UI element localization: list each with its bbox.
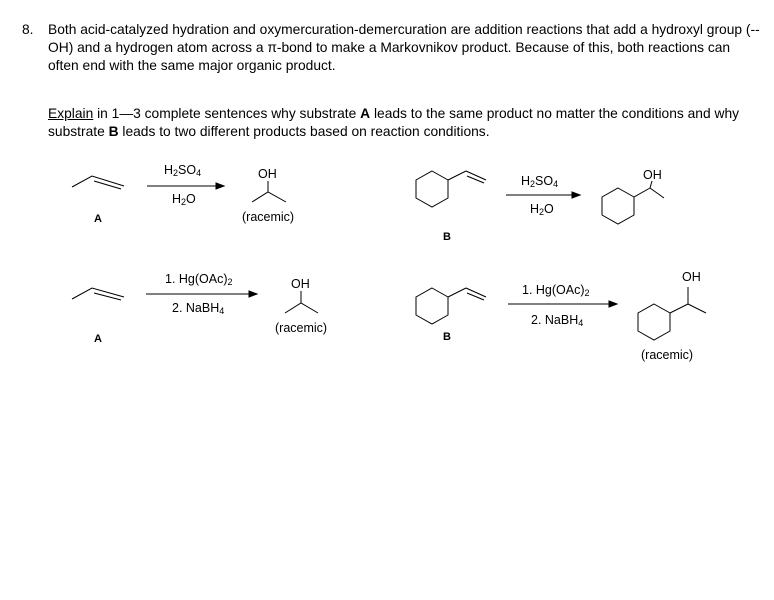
racemic-label-3: (racemic)	[275, 321, 328, 335]
reagent-h2o-b: $H_2O$	[530, 202, 554, 217]
reagent-nabh4-a: 2. NaBH$_4$	[172, 301, 225, 316]
substrate-a-label-top: A	[94, 213, 102, 225]
question-text: Both acid-catalyzed hydration and oxymercuration-demercuration are addition reactions that add a hydroxyl group (--OH) and a hydrogen atom across a π-bond to make a Markovnikov product. Because of this, both reactions can often end with the same major organic product.	[48, 22, 760, 73]
explain-keyword: Explain	[48, 106, 94, 121]
vinylcyclohexane-b-structure-bottom	[416, 288, 486, 324]
substrate-b-label-top: B	[443, 231, 451, 243]
racemic-label-4: (racemic)	[641, 348, 694, 362]
reagent-hg-oac-b: 1. $Hg(OAc)_2$	[522, 283, 590, 298]
isopropanol-structure-bottom	[285, 291, 318, 313]
substrate-b-label-bottom: B	[443, 331, 451, 343]
isopropanol-structure-top	[252, 181, 286, 202]
substrate-b-ref: B	[108, 124, 119, 139]
vinylcyclohexane-b-structure-top	[416, 171, 486, 207]
reagent-h2so4-b: $H_2SO_4$	[521, 174, 559, 189]
propene-a-structure-bottom	[72, 288, 124, 300]
propene-a-structure-top	[72, 176, 124, 189]
reaction-arrow-acid-b	[506, 192, 580, 198]
substrate-a-label-bottom: A	[94, 333, 102, 345]
instruction-text: Explain in 1—3 complete sentences why substrate A leads to the same product no matter the conditions and why substrate B leads to two different products based on reaction conditions.	[48, 106, 740, 139]
product-oh-label-3: OH	[291, 277, 310, 291]
product-oh-label-2: OH	[643, 168, 662, 182]
reaction-arrow-oxy-a	[146, 291, 257, 297]
substrate-a-ref: A	[360, 106, 371, 121]
product-oh-label-4: OH	[682, 270, 701, 284]
reaction-arrow-oxy-b	[508, 301, 617, 307]
reagent-h2o-a: $H_2O$	[172, 192, 196, 207]
racemic-label-1: (racemic)	[242, 210, 295, 224]
reaction-arrow-acid-a	[147, 183, 224, 189]
reagent-nabh4-b: 2. NaBH$_4$	[531, 313, 584, 328]
question-number: 8.	[22, 22, 34, 37]
reagent-hg-oac-a: 1. $Hg(OAc)_2$	[165, 272, 233, 287]
rearranged-alcohol-structure	[602, 181, 664, 224]
secondary-alcohol-structure	[638, 287, 706, 340]
product-oh-label-1: OH	[258, 167, 277, 181]
reagent-h2so4-a: $H_2SO_4$	[164, 163, 202, 178]
